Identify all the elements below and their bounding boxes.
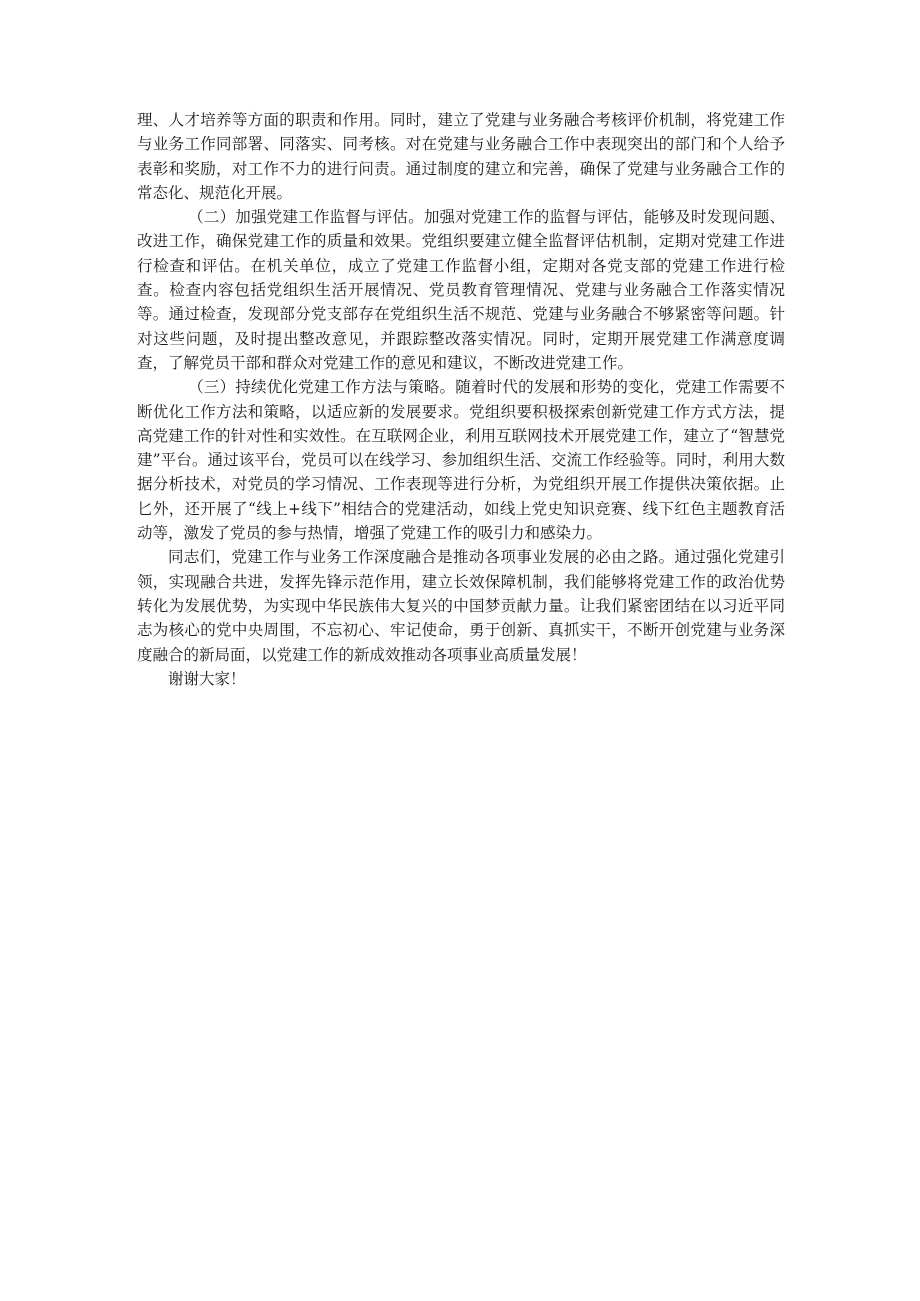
paragraph-section-three: （三）持续优化党建工作方法与策略。随着时代的发展和形势的变化，党建工作需要不断优化工作方法和策略，以适应新的发展要求。党组织要积极探索创新党建工作方式方法，提高党建工作的针对性和实效性。在互联网企业，利用互联网技术开展党建工作，建立了“智慧党建”平台。通过该平台，党员可以在线学习、参加组织生活、交流工作经验等。同时，利用大数据分析技术，对党员的学习情况、工作表现等进行分析，为党组织开展工作提供决策依据。止匕外，还开展了“线上+线下”相结合的党建活动，如线上党史知识竞赛、线下红色主题教育活动等，激发了党员的参与热情，增强了党建工作的吸引力和感染力。 — [137, 378, 785, 543]
document-body — [137, 108, 785, 691]
paragraph-continuation: 理、人才培养等方面的职责和作用。同时，建立了党建与业务融合考核评价机制，将党建工作与业务工作同部署、同落实、同考核。对在党建与业务融合工作中表现突出的部门和个人给予表彰和奖励，对工作不力的进行问责。通过制度的建立和完善，确保了党建与业务融合工作的常态化、规范化开展。 — [137, 111, 785, 202]
paragraph-section-two: （二）加强党建工作监督与评估。加强对党建工作的监督与评估，能够及时发现问题、改进工作，确保党建工作的质量和效果。党组织要建立健全监督评估机制，定期对党建工作进行检查和评估。在机关单位，成立了党建工作监督小组，定期对各党支部的党建工作进行检查。检查内容包括党组织生活开展情况、党员教育管理情况、党建与业务融合工作落实情况等。通过检查，发现部分党支部存在党组织生活不规范、党建与业务融合不够紧密等问题。针对这些问题，及时提出整改意见，并跟踪整改落实情况。同时，定期开展党建工作满意度调查，了解党员干部和群众对党建工作的意见和建议，不断改进党建工作。 — [137, 208, 785, 372]
paragraph-conclusion: 同志们，党建工作与业务工作深度融合是推动各项事业发展的必由之路。通过强化党建引领，实现融合共进，发挥先锋示范作用，建立长效保障机制，我们能够将党建工作的政治优势转化为发展优势，为实现中华民族伟大复兴的中国梦贡献力量。让我们紧密团结在以习近平同志为核心的党中央周围，不忘初心、牢记使命，勇于创新、真抓实干，不断开创党建与业务深度融合的新局面，以党建工作的新成效推动各项事业高质量发展！ — [137, 548, 785, 664]
paragraph-closing-thanks: 谢谢大家！ — [168, 669, 246, 688]
